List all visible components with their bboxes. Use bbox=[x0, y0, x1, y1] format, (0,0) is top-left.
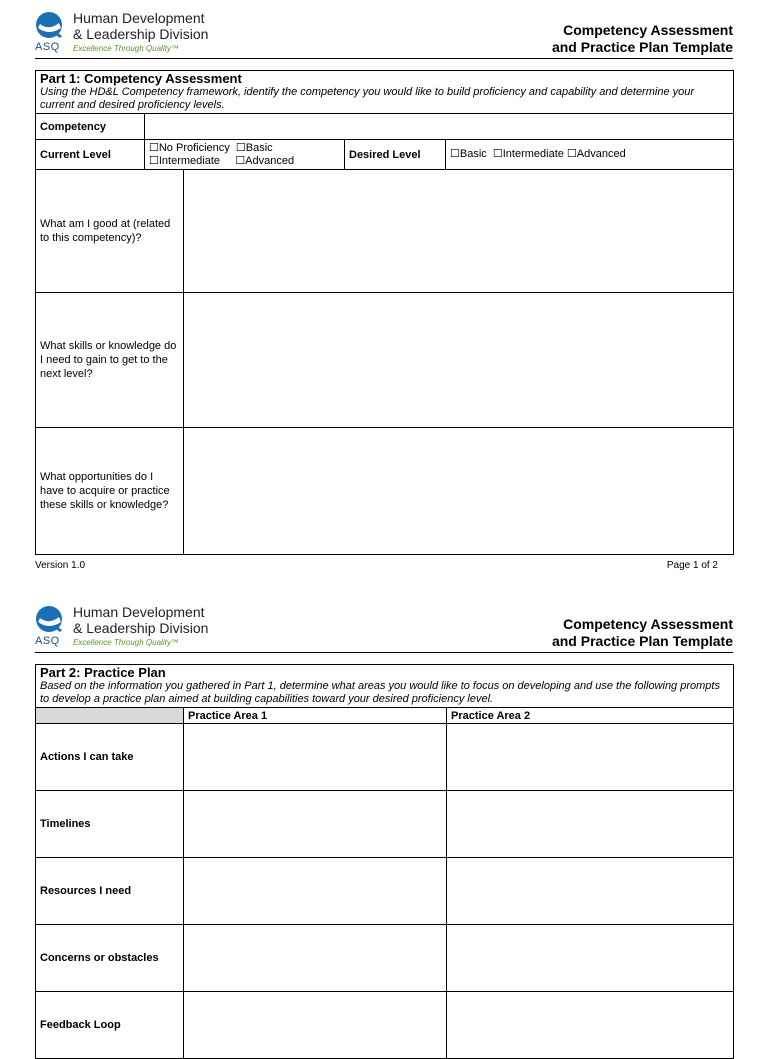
competency-label: Competency bbox=[36, 114, 145, 140]
timelines-area-2[interactable] bbox=[447, 791, 734, 858]
org-line1: Human Development bbox=[73, 10, 205, 26]
doc-title bbox=[552, 22, 733, 56]
org-line2: & Leadership Division bbox=[73, 620, 209, 636]
corner-cell bbox=[36, 708, 184, 724]
doc-title-line2: and Practice Plan Template bbox=[551, 39, 733, 55]
current-options-line2: ☐Intermediate ☐Advanced bbox=[149, 154, 295, 167]
row-label-feedback: Feedback Loop bbox=[36, 992, 184, 1059]
desired-level-options[interactable]: ☐Basic ☐Intermediate ☐Advanced bbox=[446, 140, 734, 170]
org-line1: Human Development bbox=[73, 604, 205, 620]
asq-logo bbox=[35, 604, 235, 650]
part1-title: Part 1: Competency Assessment bbox=[40, 71, 242, 86]
part2-table bbox=[35, 664, 734, 1059]
doc-title-line2: and Practice Plan Template bbox=[551, 633, 733, 649]
row-label-actions: Actions I can take bbox=[36, 724, 184, 791]
actions-area-1[interactable] bbox=[184, 724, 447, 791]
part1-description: Using the HD&L Competency framework, identify the competency you would like to build proficiency and capability and determine your current and desired proficiency levels. bbox=[40, 86, 695, 111]
part2-title: Part 2: Practice Plan bbox=[40, 665, 166, 680]
part1-table bbox=[35, 70, 734, 555]
asq-text: ASQ bbox=[35, 635, 60, 647]
page-number: Page 1 of 2 bbox=[666, 560, 718, 571]
current-level-label: Current Level bbox=[36, 140, 145, 170]
part1-header-cell bbox=[36, 71, 734, 114]
resources-area-2[interactable] bbox=[447, 858, 734, 925]
row-label-timelines: Timelines bbox=[36, 791, 184, 858]
practice-area-2-header: Practice Area 2 bbox=[447, 708, 734, 724]
concerns-area-1[interactable] bbox=[184, 925, 447, 992]
feedback-area-1[interactable] bbox=[184, 992, 447, 1059]
practice-area-1-header: Practice Area 1 bbox=[184, 708, 447, 724]
doc-title-line1: Competency Assessment bbox=[563, 22, 733, 38]
competency-field[interactable] bbox=[145, 114, 734, 140]
org-line2: & Leadership Division bbox=[73, 26, 209, 42]
prompt-skills-needed: What skills or knowledge do I need to gain to get to the next level? bbox=[36, 293, 184, 428]
doc-title-line1: Competency Assessment bbox=[563, 616, 733, 632]
desired-level-label: Desired Level bbox=[345, 140, 446, 170]
answer-opportunities[interactable] bbox=[184, 428, 734, 555]
timelines-area-1[interactable] bbox=[184, 791, 447, 858]
part2-header-cell bbox=[36, 665, 734, 708]
asq-logo bbox=[35, 10, 235, 56]
row-label-resources: Resources I need bbox=[36, 858, 184, 925]
answer-skills-needed[interactable] bbox=[184, 293, 734, 428]
row-label-concerns: Concerns or obstacles bbox=[36, 925, 184, 992]
doc-title bbox=[552, 616, 733, 650]
answer-good-at[interactable] bbox=[184, 170, 734, 293]
feedback-area-2[interactable] bbox=[447, 992, 734, 1059]
part2-description: Based on the information you gathered in Part 1, determine what areas you would like to focus on developing and use the following prompts to develop a practice plan aimed at building capabilities toward your desired proficiency level. bbox=[40, 680, 720, 705]
resources-area-1[interactable] bbox=[184, 858, 447, 925]
tagline: Excellence Through Quality™ bbox=[73, 44, 179, 53]
asq-q-icon bbox=[35, 605, 63, 633]
asq-q-icon bbox=[35, 11, 63, 39]
page-header-2 bbox=[35, 604, 733, 653]
actions-area-2[interactable] bbox=[447, 724, 734, 791]
version-label: Version 1.0 bbox=[35, 560, 86, 571]
current-options-line1: ☐No Proficiency ☐Basic bbox=[149, 141, 273, 154]
prompt-opportunities: What opportunities do I have to acquire or practice these skills or knowledge? bbox=[36, 428, 184, 555]
concerns-area-2[interactable] bbox=[447, 925, 734, 992]
asq-text: ASQ bbox=[35, 41, 60, 53]
current-level-options[interactable] bbox=[145, 140, 345, 170]
page-header-1 bbox=[35, 10, 733, 59]
prompt-good-at: What am I good at (related to this competency)? bbox=[36, 170, 184, 293]
tagline: Excellence Through Quality™ bbox=[73, 638, 179, 647]
